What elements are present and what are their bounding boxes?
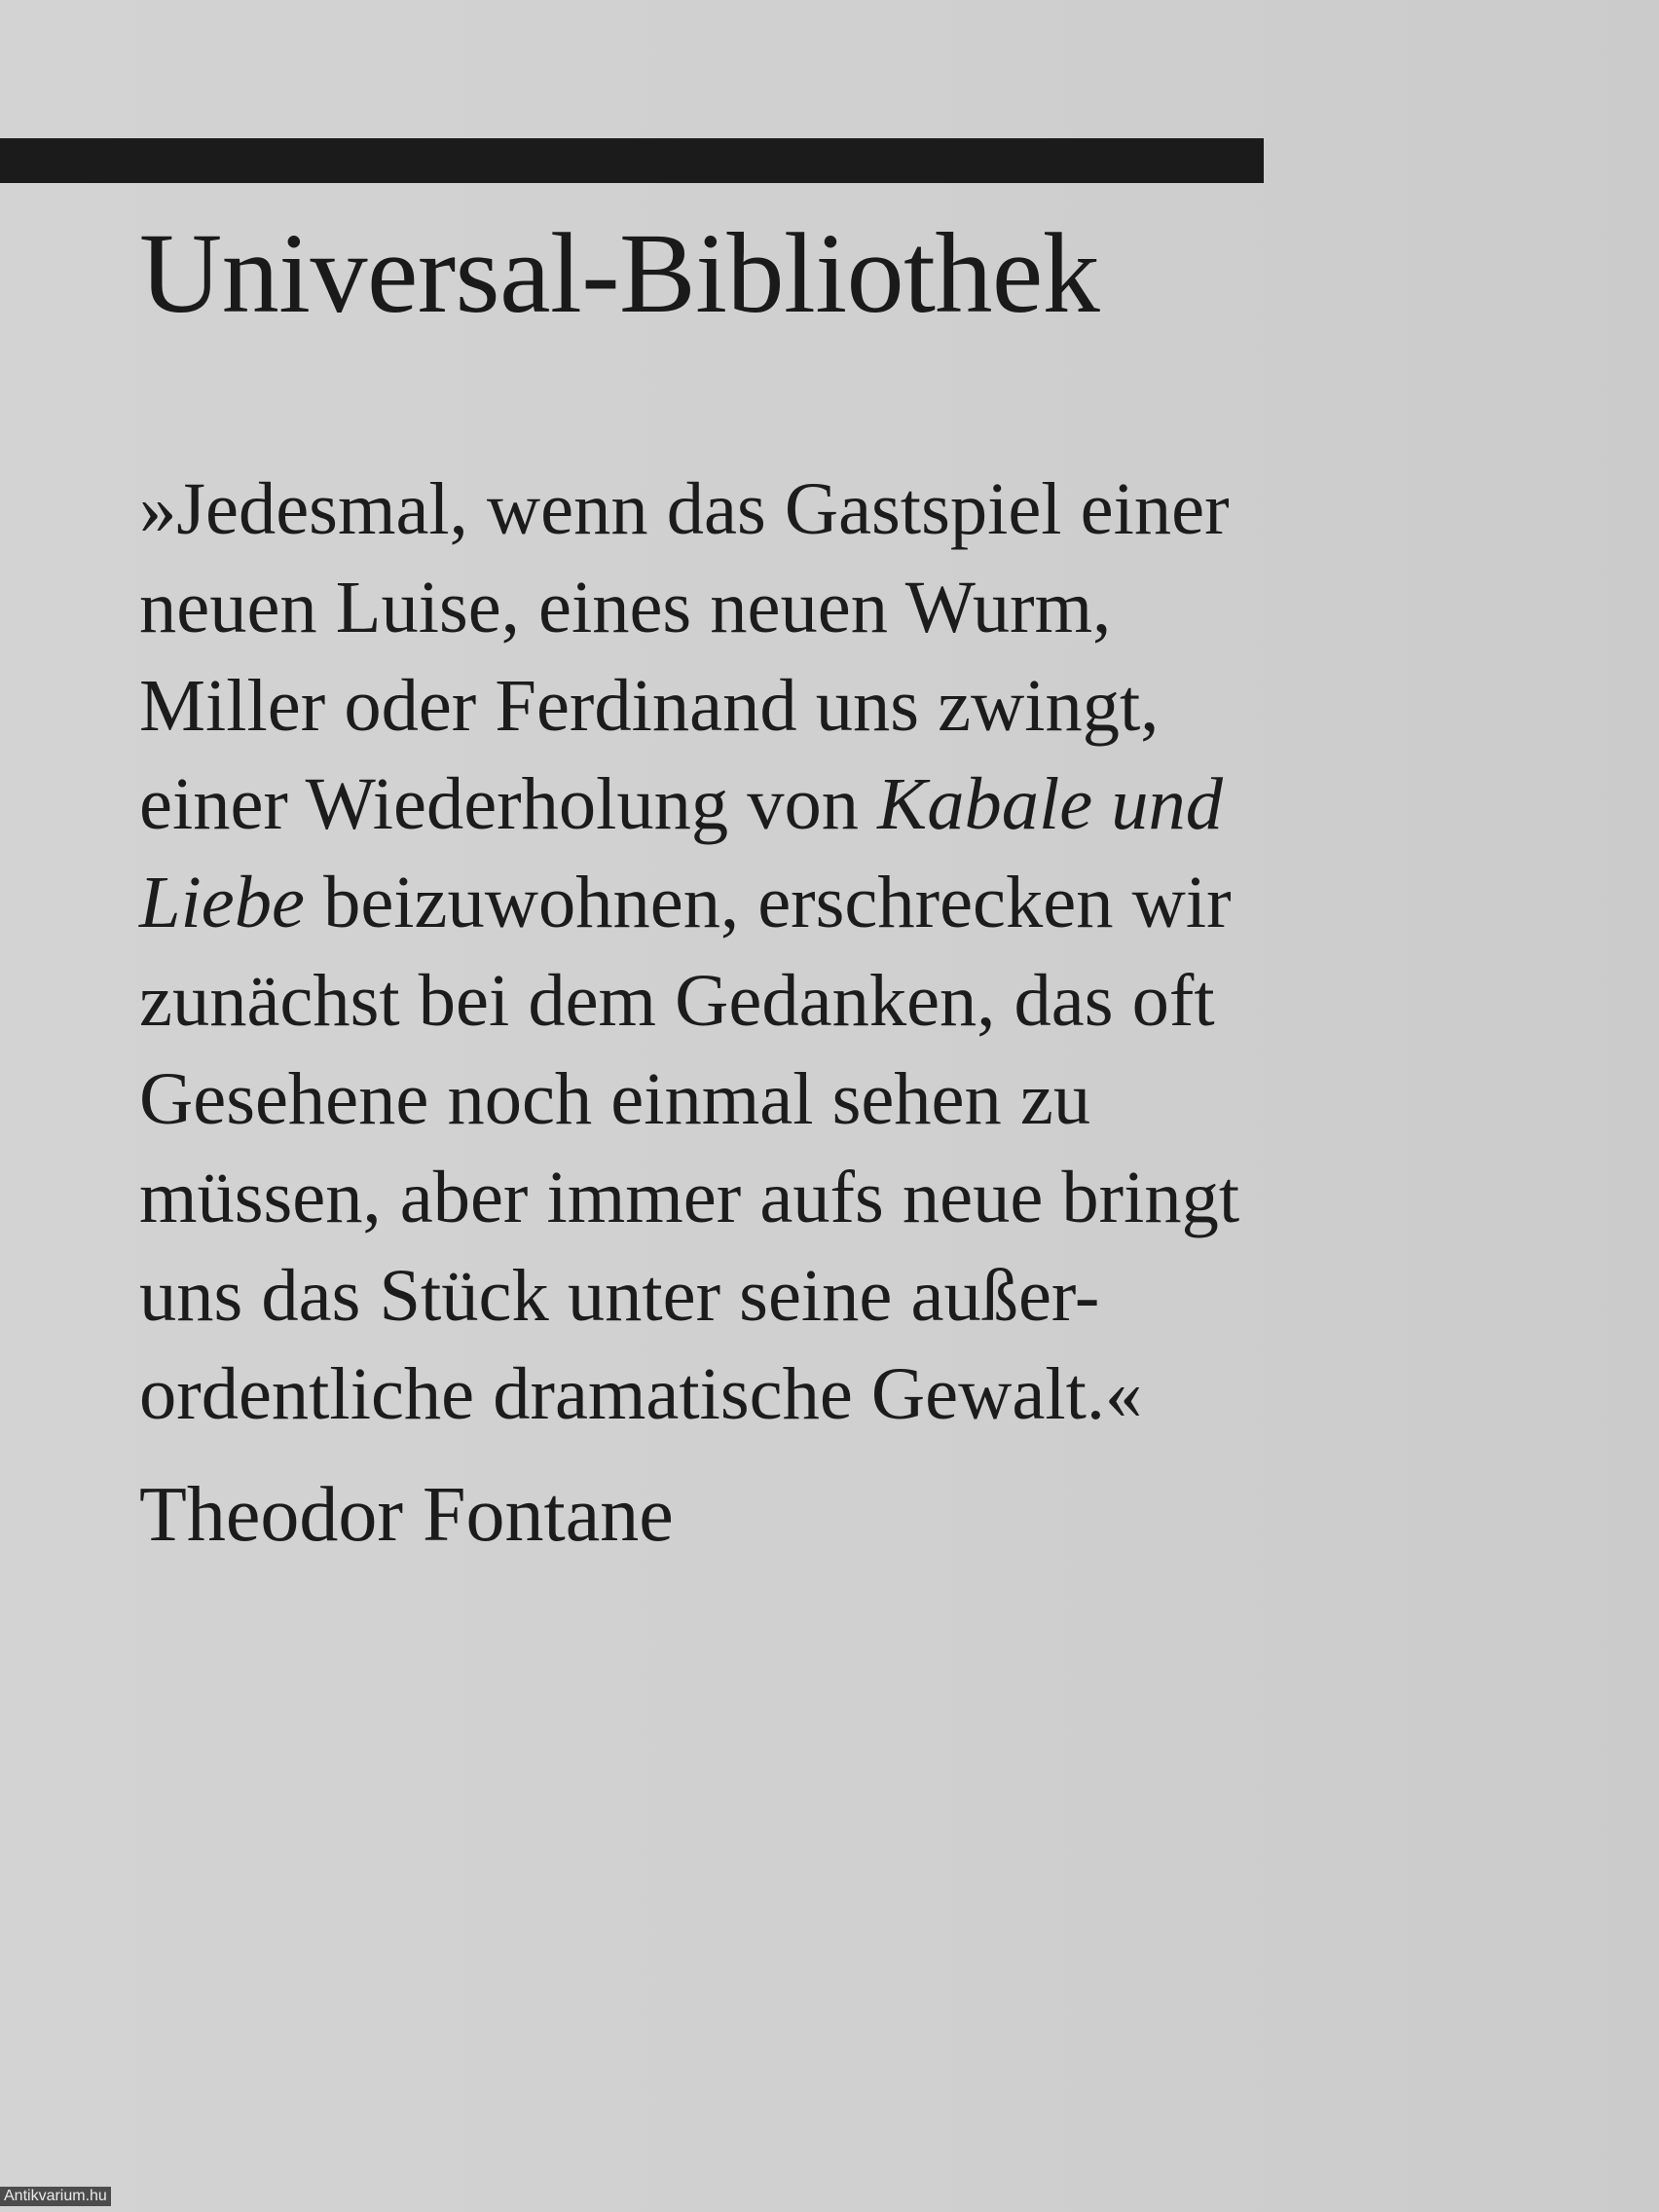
quote-line <box>139 853 1239 951</box>
work-title-italic: Liebe <box>139 861 305 943</box>
quote-line: zunächst bei dem Gedanken, das oft <box>139 959 1215 1042</box>
quote-line-segment: beizuwohnen, erschrecken wir <box>304 861 1232 943</box>
quote-line <box>139 755 1239 853</box>
quote-line: neuen Luise, eines neuen Wurm, <box>139 566 1112 648</box>
quote-line-segment: einer Wiederholung von <box>139 762 878 845</box>
quote-line: müssen, aber immer aufs neue bringt <box>139 1156 1240 1238</box>
quote-author: Theodor Fontane <box>139 1472 674 1558</box>
quote-line: uns das Stück unter seine außer- <box>139 1254 1100 1337</box>
quote-line: Gesehene noch einmal sehen zu <box>139 1057 1091 1140</box>
quote-line: ordentliche dramatische Gewalt.« <box>139 1352 1143 1435</box>
quote-line: Miller oder Ferdinand uns zwingt, <box>139 664 1160 747</box>
watermark: Antikvarium.hu <box>0 2187 111 2206</box>
quote-line: »Jedesmal, wenn das Gastspiel einer <box>139 467 1230 550</box>
work-title-italic: Kabale und <box>877 762 1224 845</box>
quote-text <box>139 460 1239 1443</box>
series-title: Universal-Bibliothek <box>139 209 1100 337</box>
top-rule <box>0 138 1264 183</box>
